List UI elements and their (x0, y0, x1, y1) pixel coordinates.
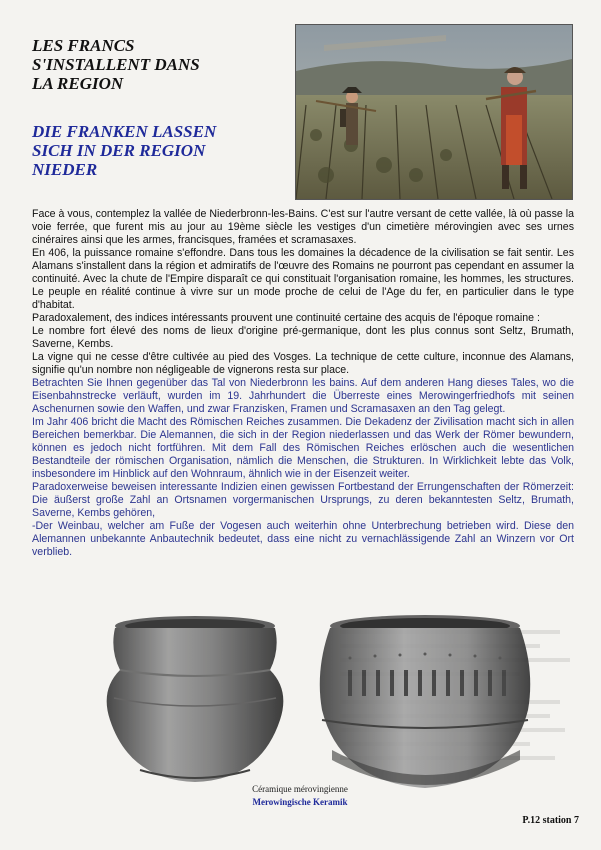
caption-german: Merowingische Keramik (252, 797, 348, 807)
title-german-line: DIE FRANKEN LASSEN (32, 122, 217, 141)
title-french-line: LA REGION (32, 74, 124, 93)
carinated-pot-left (107, 616, 284, 782)
merovingian-ceramics-image (100, 610, 540, 810)
title-german-line: NIEDER (32, 160, 98, 179)
french-paragraph: Paradoxalement, des indices intéressants prouvent une continuité certaine des acquis de l'époque romaine : (32, 312, 540, 324)
page-footer: P.12 station 7 (522, 815, 579, 826)
title-german-line: SICH IN DER REGION (32, 141, 206, 160)
title-french-line: LES FRANCS (32, 36, 135, 55)
french-paragraph: Le nombre fort élevé des noms de lieux d'origine pré-germanique, dont les plus connus sont Seltz, Brumath, Saverne, Kembs. (32, 325, 574, 350)
french-paragraph: Face à vous, contemplez la vallée de Niederbronn-les-Bains. C'est sur l'autre versant de cette vallée, là où passe la voie ferrée, que furent mis au jour au 19ème siècle les vestiges d'un cimetière mérovingien avec ses urnes cinéraires ainsi que les armes, francisques, framées et scramasaxes. (32, 208, 574, 246)
german-paragraph: -Der Weinbau, welcher am Fuße der Vogesen auch weiterhin ohne Unterbrechung betrieben wird. Diese den Alemannen unbekannte Anbautechnik bedeutet, dass eine nicht zu vernachlässigende Zahl an Winzern vor Ort verblieb. (32, 520, 574, 558)
body-text (32, 208, 574, 559)
french-paragraph: En 406, la puissance romaine s'effondre. Dans tous les domaines la décadence de la civilisation se fait sentir. Les Alamans s'installent dans la région et admiratifs de l'œuvre des Romains ne pourront pas cependant en assumer la continuité. Avec la chute de l'Empire disparaît ce qui constituait l'organisation romaine, les hommes, les structures. Le peuple en réalité continue à vivre sur un mode proche de celui de l'Age du fer, en particulier dans le type d'habitat. (32, 247, 574, 311)
german-paragraph: Paradoxerweise beweisen interessante Indizien einen gewissen Fortbestand der Errungenschaften der Römerzeit: Die äußerst große Zahl an Ortsnamen vorgermanischen Ursprungs, zu deren bekanntesten Seltz, Brumath, Saverne, Kembs gehören, (32, 481, 574, 519)
caption-french: Céramique mérovingienne (252, 784, 348, 794)
decorated-pot-right (320, 615, 530, 788)
german-paragraph: Betrachten Sie Ihnen gegenüber das Tal von Niederbronn les bains. Auf dem anderen Hang dieses Tales, wo die Eisenbahnstrecke verläuft, wurden im 19. Jahrhundert die Überreste eines Merowingerfriedhofs mit seinen Aschenurnen sowie den Waffen, und zwar Franzisken, Framen und Scramasaxen an den Tag gelegt. (32, 377, 574, 415)
german-paragraph: Im Jahr 406 bricht die Macht des Römischen Reiches zusammen. Die Dekadenz der Zivilisation macht sich in allen Bereichen bemerkbar. Die Alemannen, die sich in der Region niederlassen und das Werk der Römer bewundern, können es jedoch nicht fortführen. Mit dem Fall des Römischen Reiches erlöschen auch die wesentlichen Bestandteile der römischen Organisation, nämlich die Menschen, die Strukturen. In Wirklichkeit lebte das Volk, insbesondere im Hinblick auf den Wohnraum, ähnlich wie in der Eisenzeit weiter. (32, 416, 574, 480)
title-french (32, 36, 252, 93)
vineyard-scene-image (296, 25, 572, 199)
reenactment-photo (295, 24, 573, 200)
title-german (32, 122, 252, 179)
french-paragraph: La vigne qui ne cesse d'être cultivée au pied des Vosges. La technique de cette culture, inconnue des Alamans, signifie qu'un nombre non négligeable de vignerons resta sur place. (32, 351, 574, 376)
title-french-line: S'INSTALLENT DANS (32, 55, 200, 74)
